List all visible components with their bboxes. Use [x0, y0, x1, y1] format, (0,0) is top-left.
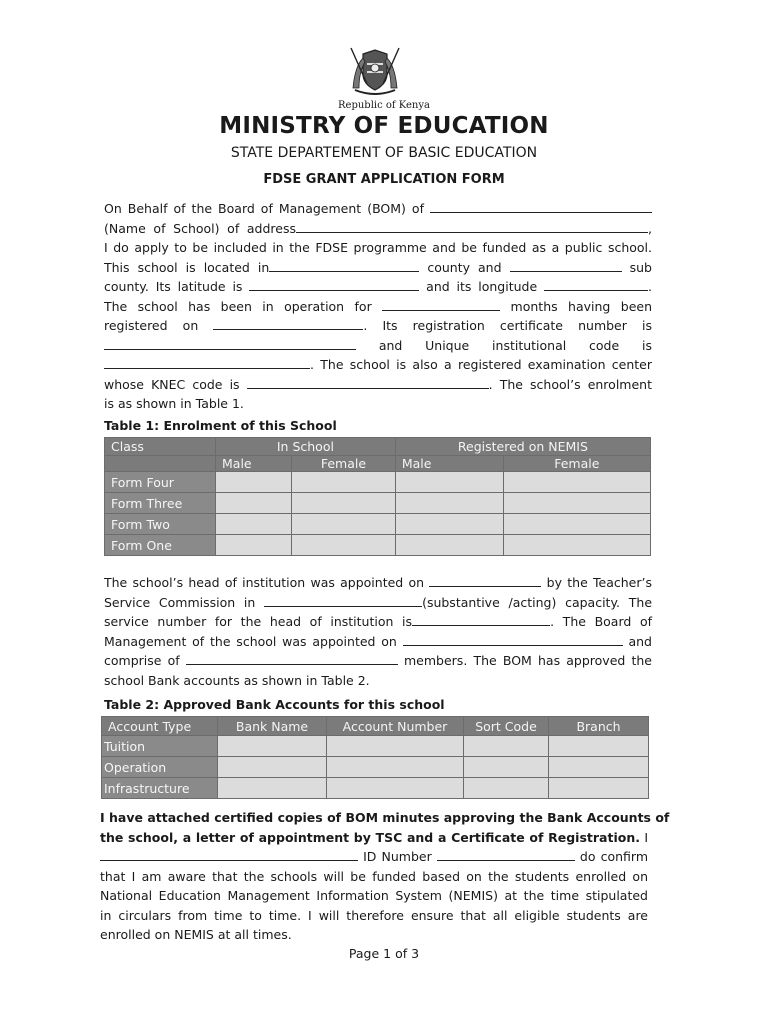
- county-blank: [269, 259, 419, 272]
- middle-text: The school’s head of institution was appointed on: [104, 575, 425, 590]
- intro-text: . The school is also a registered examination center: [310, 357, 652, 372]
- intro-text: and its longitude: [426, 279, 538, 294]
- table-cell[interactable]: [503, 493, 650, 514]
- intro-text: months having been: [510, 298, 652, 314]
- table-cell[interactable]: [216, 535, 292, 556]
- closing-text: enrolled on NEMIS at all times.: [100, 927, 292, 942]
- table-cell[interactable]: [464, 757, 549, 778]
- row-label: Tuition: [102, 736, 218, 757]
- closing-paragraph: [100, 808, 670, 945]
- middle-line: [104, 632, 652, 652]
- table-cell[interactable]: [292, 535, 396, 556]
- bank-accounts-table: [101, 716, 649, 799]
- id-number-blank: [437, 848, 575, 861]
- table-row: [105, 472, 651, 493]
- middle-text: members. The BOM has approved the: [404, 653, 652, 668]
- intro-line: [104, 394, 652, 414]
- appointment-date-blank: [429, 574, 541, 587]
- table-header: [105, 456, 216, 472]
- closing-text: that I am aware that the schools will be funded based on the students enrolled on: [100, 868, 648, 884]
- middle-line: [104, 671, 652, 691]
- coat-of-arms-icon: [345, 44, 405, 98]
- commission-blank: [264, 594, 422, 607]
- intro-line: [104, 336, 652, 356]
- table-header: Registered on NEMIS: [395, 438, 650, 456]
- intro-text: . Its registration certificate number is: [363, 318, 652, 333]
- intro-text: county and: [427, 259, 502, 275]
- middle-text: . The Board of: [550, 614, 652, 629]
- knec-code-blank: [247, 376, 489, 389]
- table-row: [105, 493, 651, 514]
- table-row: [105, 514, 651, 535]
- intro-paragraph: [104, 199, 652, 414]
- table-cell[interactable]: [503, 535, 650, 556]
- closing-line: [100, 867, 648, 887]
- table-header: Male: [216, 456, 292, 472]
- table-header: Bank Name: [218, 717, 327, 736]
- middle-text: by the Teacher’s: [546, 575, 652, 590]
- table-row: [102, 757, 649, 778]
- intro-line: [104, 219, 652, 239]
- middle-line: [104, 593, 652, 613]
- operation-months-blank: [382, 298, 500, 311]
- table-header: Class: [105, 438, 216, 456]
- bom-name-blank: [430, 200, 652, 213]
- intro-line: [104, 316, 652, 336]
- department-title: STATE DEPARTEMENT OF BASIC EDUCATION: [230, 145, 538, 161]
- intro-text: (Name of School) of address: [104, 220, 297, 236]
- closing-text: in circulars from time to time. I will therefore ensure that all eligible students are: [100, 907, 648, 923]
- ministry-title: MINISTRY OF EDUCATION: [219, 113, 549, 139]
- page-number: Page 1 of 3: [348, 946, 420, 961]
- table-cell[interactable]: [327, 778, 464, 799]
- table-cell[interactable]: [292, 472, 396, 493]
- table-row: [102, 736, 649, 757]
- closing-line: [100, 886, 648, 906]
- closing-line: [100, 925, 648, 945]
- table-cell[interactable]: [292, 514, 396, 535]
- intro-text: registered on: [104, 318, 199, 333]
- row-label: Infrastructure: [102, 778, 218, 799]
- intro-line: [104, 277, 652, 297]
- middle-text: Service Commission in: [104, 594, 256, 610]
- row-label: Form Three: [105, 493, 216, 514]
- latitude-blank: [249, 278, 419, 291]
- table-cell[interactable]: [218, 757, 327, 778]
- middle-text: Management of the school was appointed on: [104, 633, 397, 649]
- middle-line: [104, 612, 652, 632]
- intro-line: [104, 258, 652, 278]
- intro-text: The school has been in operation for: [104, 298, 372, 314]
- table-header: Account Number: [327, 717, 464, 736]
- table-cell[interactable]: [464, 778, 549, 799]
- table-cell[interactable]: [395, 514, 503, 535]
- table-cell[interactable]: [216, 514, 292, 535]
- enrolment-table: [104, 437, 651, 556]
- republic-label: Republic of Kenya: [338, 100, 430, 111]
- intro-line: [104, 238, 652, 258]
- table-header: Account Type: [102, 717, 218, 736]
- table-header: Male: [395, 456, 503, 472]
- intro-line: [104, 375, 652, 395]
- table-cell[interactable]: [549, 736, 649, 757]
- table-header: Branch: [549, 717, 649, 736]
- closing-text: I: [644, 829, 648, 845]
- row-label: Operation: [102, 757, 218, 778]
- table-cell[interactable]: [218, 736, 327, 757]
- table-header: Sort Code: [464, 717, 549, 736]
- intro-text: whose KNEC code is: [104, 376, 240, 392]
- intro-text: ,: [648, 220, 652, 236]
- address-blank: [296, 220, 648, 233]
- row-label: Form Two: [105, 514, 216, 535]
- middle-text: (substantive /acting) capacity. The: [422, 594, 653, 610]
- table-header: Female: [292, 456, 396, 472]
- intro-text: This school is located in: [104, 259, 270, 275]
- subcounty-blank: [510, 259, 622, 272]
- intro-text: sub: [629, 259, 652, 275]
- intro-line: [104, 297, 652, 317]
- intro-line: [104, 355, 652, 375]
- table-cell[interactable]: [503, 472, 650, 493]
- table-cell[interactable]: [395, 493, 503, 514]
- middle-text: and: [628, 633, 652, 649]
- table-cell[interactable]: [464, 736, 549, 757]
- closing-text: I have attached certified copies of BOM minutes approving the Bank Accounts of: [100, 810, 670, 825]
- table-row: [105, 535, 651, 556]
- table-cell[interactable]: [218, 778, 327, 799]
- table-cell[interactable]: [292, 493, 396, 514]
- row-label: Form Four: [105, 472, 216, 493]
- table2-caption: Table 2: Approved Bank Accounts for this school: [104, 697, 445, 712]
- table-header: In School: [216, 438, 396, 456]
- middle-paragraph: [104, 573, 652, 690]
- intro-text: I do apply to be included in the FDSE programme and be funded as a public school.: [104, 240, 652, 255]
- middle-text: comprise of: [104, 653, 180, 668]
- closing-text: ID Number: [363, 849, 432, 864]
- table-cell[interactable]: [549, 778, 649, 799]
- table1-caption: Table 1: Enrolment of this School: [104, 418, 337, 433]
- table-cell[interactable]: [395, 472, 503, 493]
- table-cell[interactable]: [503, 514, 650, 535]
- intro-line: [104, 199, 652, 219]
- closing-text: the school, a letter of appointment by TSC and a Certificate of Registration.: [100, 829, 640, 845]
- members-blank: [186, 652, 398, 665]
- bom-appointed-blank: [403, 633, 623, 646]
- intro-text: county. Its latitude is: [104, 279, 243, 294]
- certificate-number-blank: [104, 337, 356, 350]
- table-cell[interactable]: [327, 736, 464, 757]
- row-label: Form One: [105, 535, 216, 556]
- closing-line: [100, 906, 648, 926]
- table-cell[interactable]: [216, 472, 292, 493]
- middle-line: [104, 651, 652, 671]
- intro-text: .: [648, 279, 652, 294]
- table-cell[interactable]: [327, 757, 464, 778]
- middle-text: school Bank accounts as shown in Table 2.: [104, 672, 370, 688]
- middle-line: [104, 573, 652, 593]
- table-cell[interactable]: [395, 535, 503, 556]
- table-row: [102, 778, 649, 799]
- form-title: FDSE GRANT APPLICATION FORM: [263, 172, 505, 187]
- table-header: Female: [503, 456, 650, 472]
- closing-line: [100, 847, 648, 867]
- registration-date-blank: [213, 317, 363, 330]
- closing-line: [100, 808, 670, 828]
- table-cell[interactable]: [216, 493, 292, 514]
- intro-text: and Unique institutional code is: [378, 337, 652, 353]
- intro-text: is as shown in Table 1.: [104, 396, 244, 411]
- applicant-name-blank: [100, 848, 358, 861]
- closing-text: National Education Management Information System (NEMIS) at the time stipulated: [100, 888, 648, 903]
- intro-text: . The school’s enrolment: [488, 376, 652, 392]
- closing-line: [100, 828, 648, 848]
- table-cell[interactable]: [549, 757, 649, 778]
- longitude-blank: [544, 278, 648, 291]
- closing-text: do confirm: [579, 849, 648, 864]
- middle-text: service number for the head of institution is: [104, 614, 413, 629]
- intro-text: On Behalf of the Board of Management (BOM) of: [104, 201, 424, 216]
- service-number-blank: [412, 613, 550, 626]
- institutional-code-blank: [104, 356, 310, 369]
